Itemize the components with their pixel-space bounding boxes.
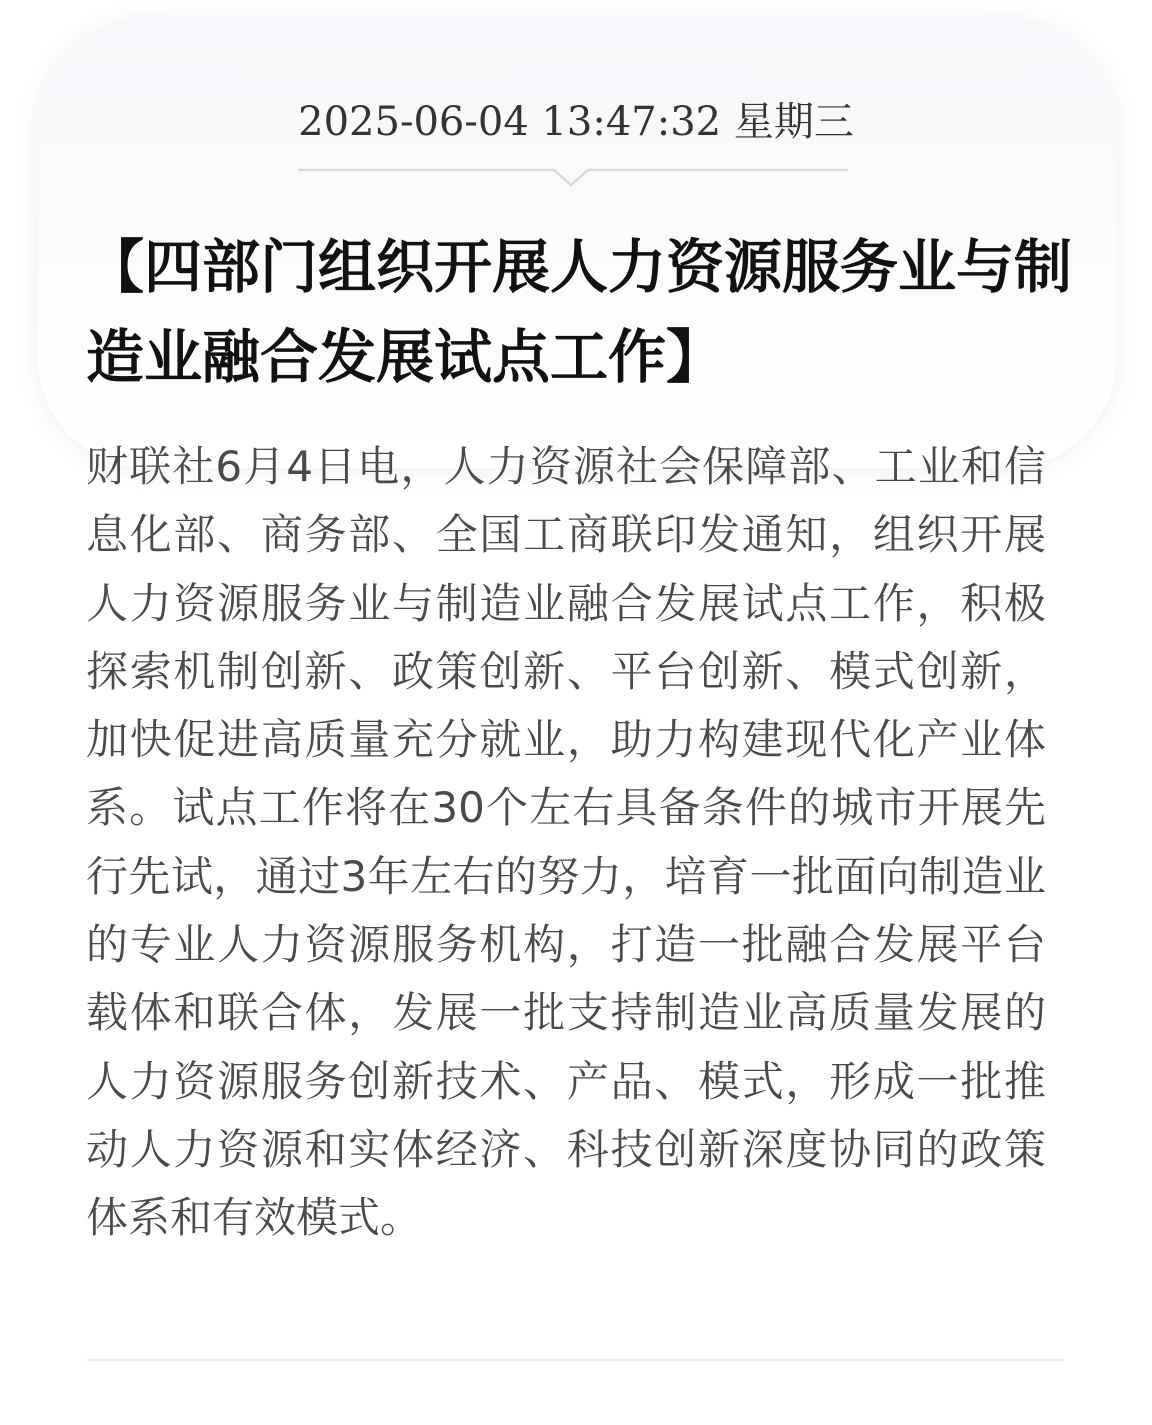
bottom-divider — [86, 1359, 1063, 1361]
publish-datetime: 2025-06-04 13:47:32 星期三 — [298, 99, 854, 145]
datetime-divider — [296, 160, 850, 192]
article-body: 财联社6月4日电，人力资源社会保障部、工业和信息化部、商务部、全国工商联印发通知，组织开展人力资源服务业与制造业融合发展试点工作，积极探索机制创新、政策创新、平台创新、模式创新，加快促进高质量充分就业，助力构建现代化产业体系。试点工作将在30个左右具备条件的城市开展先行先试，通过3年左右的努力，培育一批面向制造业的专业人力资源服务机构，打造一批融合发展平台载体和联合体，发展一批支持制造业高质量发展的人力资源服务创新技术、产品、模式，形成一批推动人力资源和实体经济、科技创新深度协同的政策体系和有效模式。 — [86, 442, 1046, 1243]
article-headline: 【四部门组织开展人力资源服务业与制造业融合发展试点工作】 — [86, 233, 1073, 391]
